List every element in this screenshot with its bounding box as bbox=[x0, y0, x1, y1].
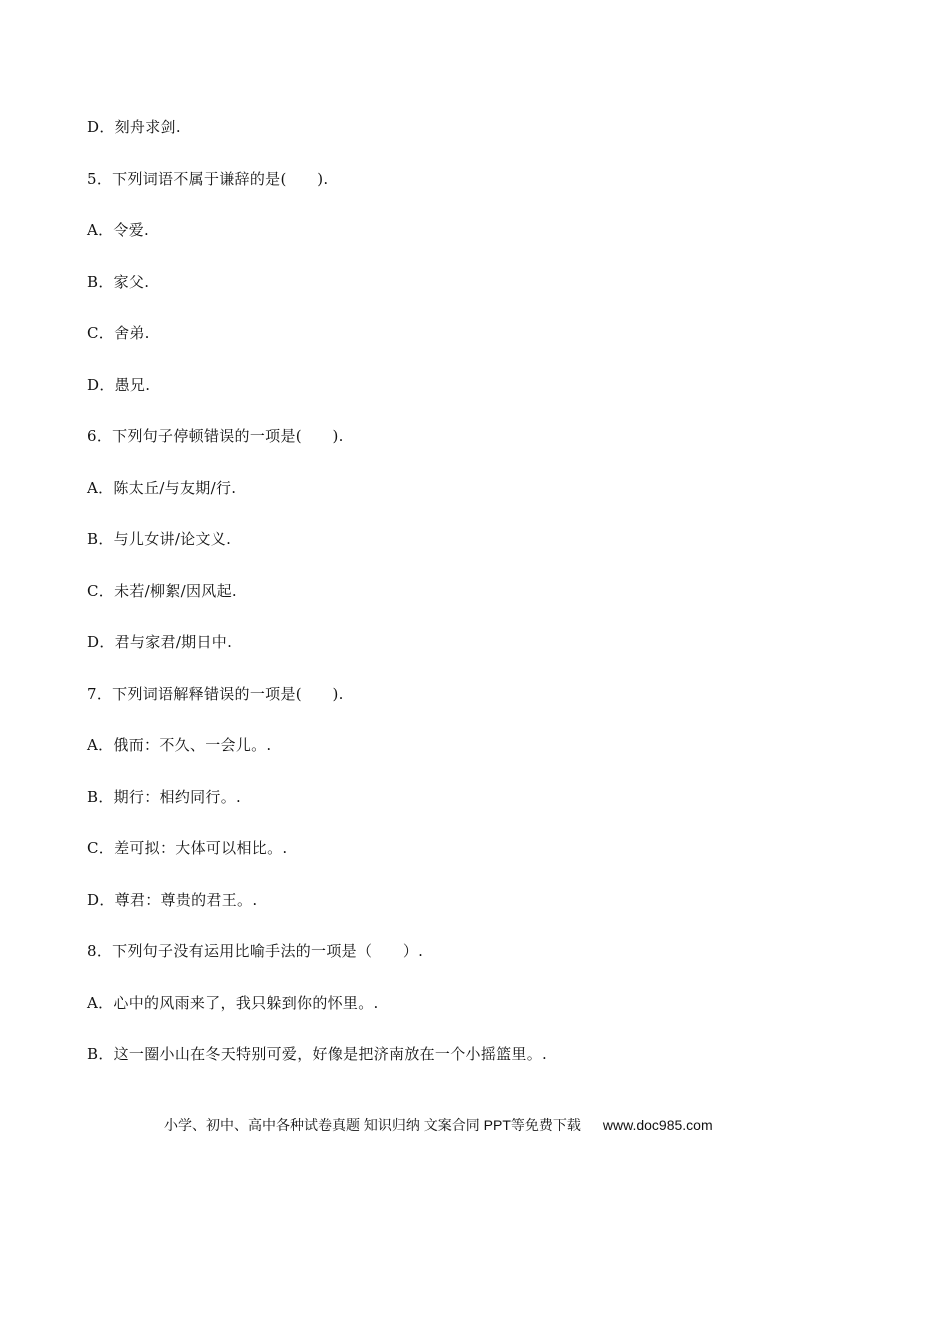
option-a-q6: A．陈太丘/与友期/行. bbox=[87, 479, 237, 497]
option-a-q5: A．令爱. bbox=[87, 221, 150, 239]
option-b-q6: B．与儿女讲/论文义. bbox=[87, 530, 232, 548]
option-d-q7: D．尊君：尊贵的君王。. bbox=[87, 891, 258, 909]
question-5: 5．下列词语不属于谦辞的是( ). bbox=[87, 170, 329, 188]
option-c-q7: C．差可拟：大体可以相比。. bbox=[87, 839, 288, 857]
option-a-q8: A．心中的风雨来了，我只躲到你的怀里。. bbox=[87, 994, 379, 1012]
footer-url-link[interactable]: www.doc985.com bbox=[602, 1117, 713, 1133]
question-7: 7．下列词语解释错误的一项是( ). bbox=[87, 685, 344, 703]
option-b-q5: B．家父. bbox=[87, 273, 150, 291]
option-b-q7: B．期行：相约同行。. bbox=[87, 788, 242, 806]
question-6: 6．下列句子停顿错误的一项是( ). bbox=[87, 427, 344, 445]
footer-text: 小学、初中、高中各种试卷真题 知识归纳 文案合同 PPT等免费下载 bbox=[164, 1117, 581, 1133]
option-d-q6: D．君与家君/期日中. bbox=[87, 633, 233, 651]
option-c-q6: C．未若/柳絮/因风起. bbox=[87, 582, 237, 600]
question-8: 8．下列句子没有运用比喻手法的一项是（ ）. bbox=[87, 942, 424, 960]
option-d-q5: D．愚兄. bbox=[87, 376, 151, 394]
option-d-q4: D．刻舟求剑. bbox=[87, 118, 181, 136]
option-c-q5: C．舍弟. bbox=[87, 324, 150, 342]
option-a-q7: A．俄而：不久、一会儿。. bbox=[87, 736, 272, 754]
option-b-q8: B．这一圈小山在冬天特别可爱，好像是把济南放在一个小摇篮里。. bbox=[87, 1045, 548, 1063]
page-footer bbox=[164, 1115, 713, 1135]
